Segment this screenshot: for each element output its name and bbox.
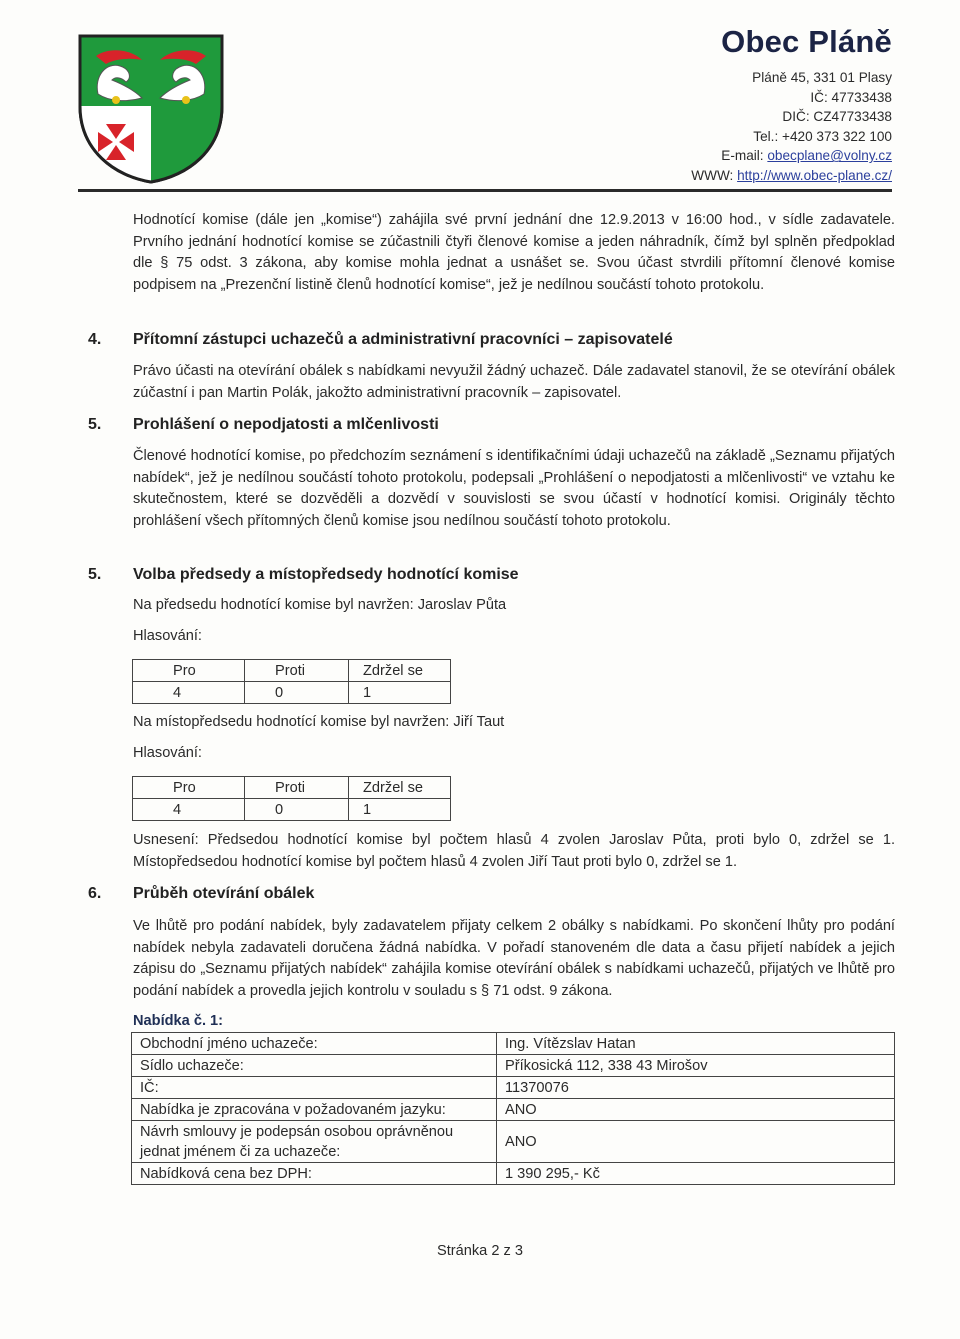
- vote-for: 4: [133, 682, 245, 704]
- table-row: [132, 1099, 895, 1121]
- resolution-text: Usnesení: Předsedou hodnotící komise byl počtem hlasů 4 zvolen Jaroslav Půta, proti bylo 0, zdržel se 1. Místopředsedou hodnotící komise byl počtem hlasů 4 zvolen Jiří Taut proti bylo 0, zdržel se 1.: [133, 832, 895, 870]
- section-6-text: Ve lhůtě pro podání nabídek, byly zadavatelem přijaty celkem 2 obálky s nabídkami. Po skončení lhůty pro podání nabídek nebyla zadavateli doručena žádná nabídka. V pořadí stanoveném dle data a času přijetí nabídek a jejich zápisu do „Seznamu přijatých nabídek“ zahájila komise otevírání obálek s nabídkami uchazečů, přijatých ve lhůtě pro podání nabídek a provedla jejich kontrolu v souladu s § 71 odst. 9 zákona.: [133, 918, 895, 1000]
- offer-table: [131, 1032, 895, 1185]
- vice-chair-proposal: Na místopředsedu hodnotící komise byl navržen: Jiří Taut: [133, 714, 505, 730]
- table-row: [133, 799, 451, 821]
- section-5a-text: Členové hodnotící komise, po předchozím seznámení s identifikačními údaji uchazečů na základě „Seznamu přijatých nabídek“, jež je nedílnou součástí tohoto protokolu, podepsali „Prohlášení o nepodjatosti a mlčenlivosti“ ve vztahu ke skutečnostem, které se dozvěděli a dozvědí v souvislosti se svou účastí v hodnotící komisi. Originály těchto prohlášení všech přítomných členů komise jsou nedílnou součástí tohoto protokolu.: [133, 448, 895, 530]
- address: Pláně 45, 331 01 Plasy: [752, 70, 892, 85]
- section-4-text: Právo účasti na otevírání obálek s nabídkami nevyužil žádný uchazeč. Dále zadavatel stanovil, že se otevírání obálek zúčastní i pan Martin Polák, jakožto administrativní pracovník – zapisovatel.: [133, 363, 895, 401]
- vote-header-against: Proti: [245, 777, 349, 799]
- section-6-heading: [88, 885, 314, 903]
- section-5b-heading: [88, 566, 519, 584]
- ic-number: IČ: 47733438: [810, 89, 892, 105]
- offer-title: Nabídka č. 1:: [133, 1013, 224, 1029]
- phone: Tel.: +420 373 322 100: [753, 128, 892, 144]
- www-link[interactable]: http://www.obec-plane.cz/: [737, 167, 892, 183]
- email-link[interactable]: obecplane@volny.cz: [767, 148, 892, 164]
- vote-header-abstain: Zdržel se: [349, 777, 451, 799]
- offer-value: Ing. Vítězslav Hatan: [497, 1033, 895, 1055]
- page-number: Stránka 2 z 3: [437, 1243, 523, 1259]
- table-row: [132, 1033, 895, 1055]
- vote-against: 0: [245, 682, 349, 704]
- chair-vote-table: [132, 659, 451, 704]
- section-number: 6.: [88, 885, 102, 902]
- table-row: [132, 1055, 895, 1077]
- offer-value: 11370076: [497, 1077, 895, 1099]
- letterhead: [691, 24, 892, 186]
- vote-header-for: Pro: [133, 660, 245, 682]
- offer-value: ANO: [497, 1099, 895, 1121]
- table-row: [132, 1077, 895, 1099]
- table-row: [133, 682, 451, 704]
- vote-header-for: Pro: [133, 777, 245, 799]
- email-line: [691, 146, 892, 166]
- voting-label: Hlasování:: [133, 628, 202, 644]
- section-number: 5.: [88, 416, 102, 433]
- email-label: E-mail:: [721, 148, 768, 164]
- section-number: 4.: [88, 331, 102, 348]
- section-title: Přítomní zástupci uchazečů a administrativní pracovníci – zapisovatelé: [133, 331, 673, 348]
- municipality-coat-of-arms: [76, 32, 226, 184]
- www-line: [691, 166, 892, 186]
- header-divider: [78, 189, 892, 192]
- vote-header-against: Proti: [245, 660, 349, 682]
- offer-key: Obchodní jméno uchazeče:: [132, 1033, 497, 1055]
- offer-key: Nabídka je zpracována v požadovaném jazyku:: [132, 1099, 497, 1121]
- section-title: Volba předsedy a místopředsedy hodnotící komise: [133, 566, 519, 583]
- table-row: [132, 1121, 895, 1163]
- offer-value: Příkosická 112, 338 43 Mirošov: [497, 1055, 895, 1077]
- vote-against: 0: [245, 799, 349, 821]
- offer-key: Nabídková cena bez DPH:: [132, 1163, 497, 1185]
- intro-paragraph: Hodnotící komise (dále jen „komise“) zahájila své první jednání dne 12.9.2013 v 16:00 hod., v sídle zadavatele. Prvního jednání hodnotící komise se zúčastnili čtyři členové komise a jeden náhradník, čímž byl splněn předpoklad dle § 75 odst. 3 zákona, aby komise mohla jednat a usnášet se. Svou účast stvrdili přítomní členové komise podpisem na „Prezenční listině členů hodnotící komise“, jež je nedílnou součástí tohoto protokolu.: [133, 212, 895, 294]
- section-title: Prohlášení o nepodjatosti a mlčenlivosti: [133, 416, 439, 433]
- offer-key: Sídlo uchazeče:: [132, 1055, 497, 1077]
- vote-abstain: 1: [349, 682, 451, 704]
- section-5a-heading: [88, 416, 439, 434]
- offer-key: Návrh smlouvy je podepsán osobou oprávněnou jednat jménem či za uchazeče:: [132, 1121, 497, 1163]
- vote-abstain: 1: [349, 799, 451, 821]
- offer-key: IČ:: [132, 1077, 497, 1099]
- dic-number: DIČ: CZ47733438: [782, 109, 892, 125]
- vote-header-abstain: Zdržel se: [349, 660, 451, 682]
- section-title: Průběh otevírání obálek: [133, 885, 315, 902]
- table-row: [132, 1163, 895, 1185]
- chair-proposal: Na předsedu hodnotící komise byl navržen: Jaroslav Půta: [133, 597, 507, 613]
- www-label: WWW:: [691, 167, 738, 183]
- voting-label: Hlasování:: [133, 745, 202, 761]
- municipality-name: Obec Pláně: [721, 24, 892, 59]
- section-4-heading: [88, 331, 673, 349]
- vice-chair-vote-table: [132, 776, 451, 821]
- table-row: [133, 777, 451, 799]
- offer-value: 1 390 295,- Kč: [497, 1163, 895, 1185]
- table-row: [133, 660, 451, 682]
- vote-for: 4: [133, 799, 245, 821]
- section-number: 5.: [88, 566, 102, 583]
- offer-value: ANO: [497, 1121, 895, 1163]
